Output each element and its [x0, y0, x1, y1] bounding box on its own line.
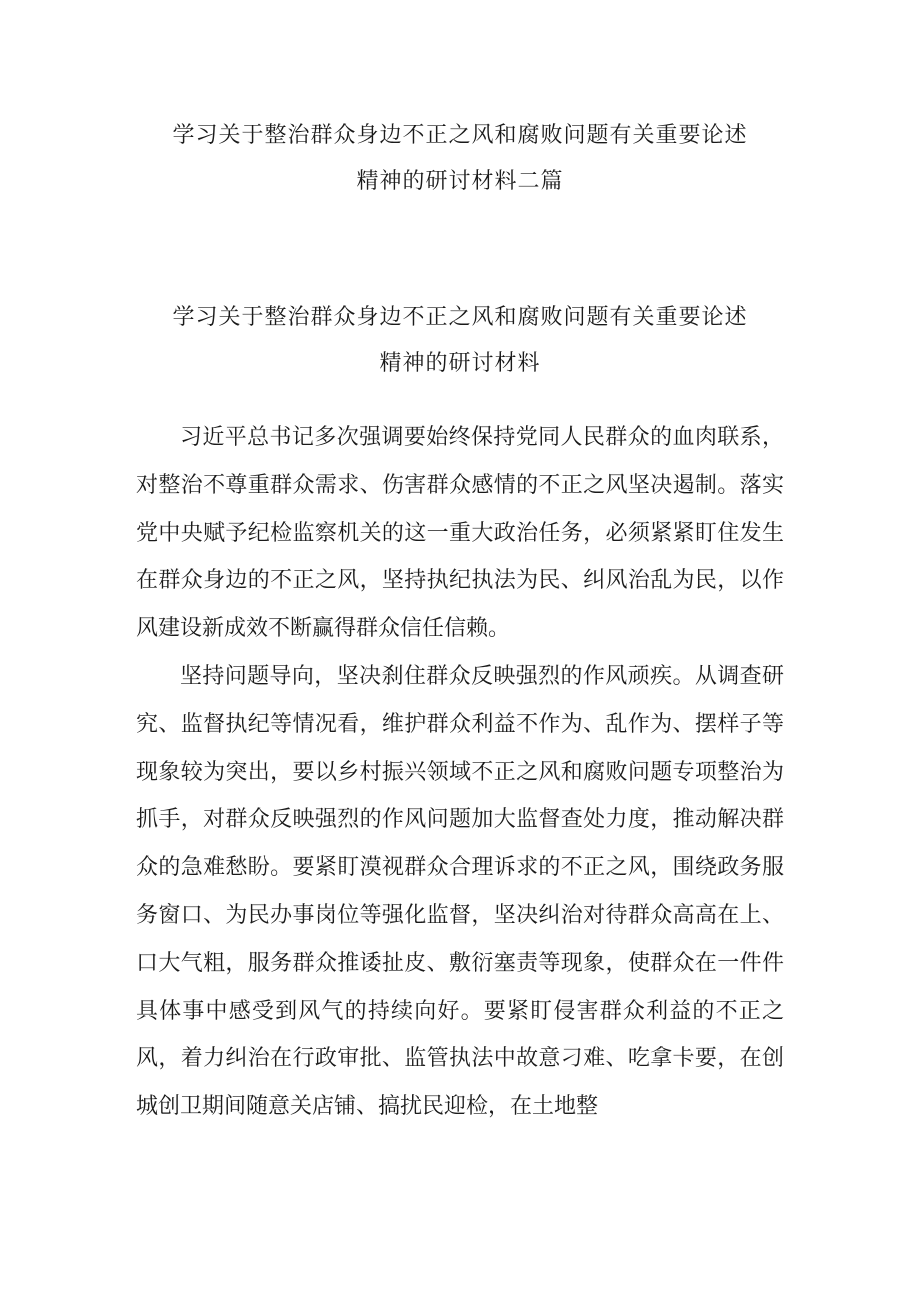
- sub-title-line-2: 精神的研讨材料: [379, 351, 541, 376]
- main-title: [0, 113, 920, 205]
- sub-title: [0, 295, 920, 387]
- sub-title-line-1: 学习关于整治群众身边不正之风和腐败问题有关重要论述: [172, 305, 748, 330]
- paragraph-2: 坚持问题导向，坚决刹住群众反映强烈的作风顽疾。从调查研究、监督执纪等情况看，维护群众利益不作为、乱作为、摆样子等现象较为突出，要以乡村振兴领域不正之风和腐败问题专项整治为抓手，对群众反映强烈的作风问题加大监督查处力度，推动解决群众的急难愁盼。要紧盯漠视群众合理诉求的不正之风，围绕政务服务窗口、为民办事岗位等强化监督，坚决纠治对待群众高高在上、口大气粗，服务群众推诿扯皮、敷衍塞责等现象，使群众在一件件具体事中感受到风气的持续向好。要紧盯侵害群众利益的不正之风，着力纠治在行政审批、监管执法中故意刁难、吃拿卡要，在创城创卫期间随意关店铺、搞扰民迎检，在土地整: [136, 663, 784, 1120]
- body-text: [136, 414, 784, 1131]
- main-title-line-1: 学习关于整治群众身边不正之风和腐败问题有关重要论述: [172, 123, 748, 148]
- main-title-line-2: 精神的研讨材料二篇: [356, 169, 564, 194]
- paragraph-1: 习近平总书记多次强调要始终保持党同人民群众的血肉联系，对整治不尊重群众需求、伤害群众感情的不正之风坚决遏制。落实党中央赋予纪检监察机关的这一重大政治任务，必须紧紧盯住发生在群众身边的不正之风，坚持执纪执法为民、纠风治乱为民，以作风建设新成效不断赢得群众信任信赖。: [136, 425, 784, 642]
